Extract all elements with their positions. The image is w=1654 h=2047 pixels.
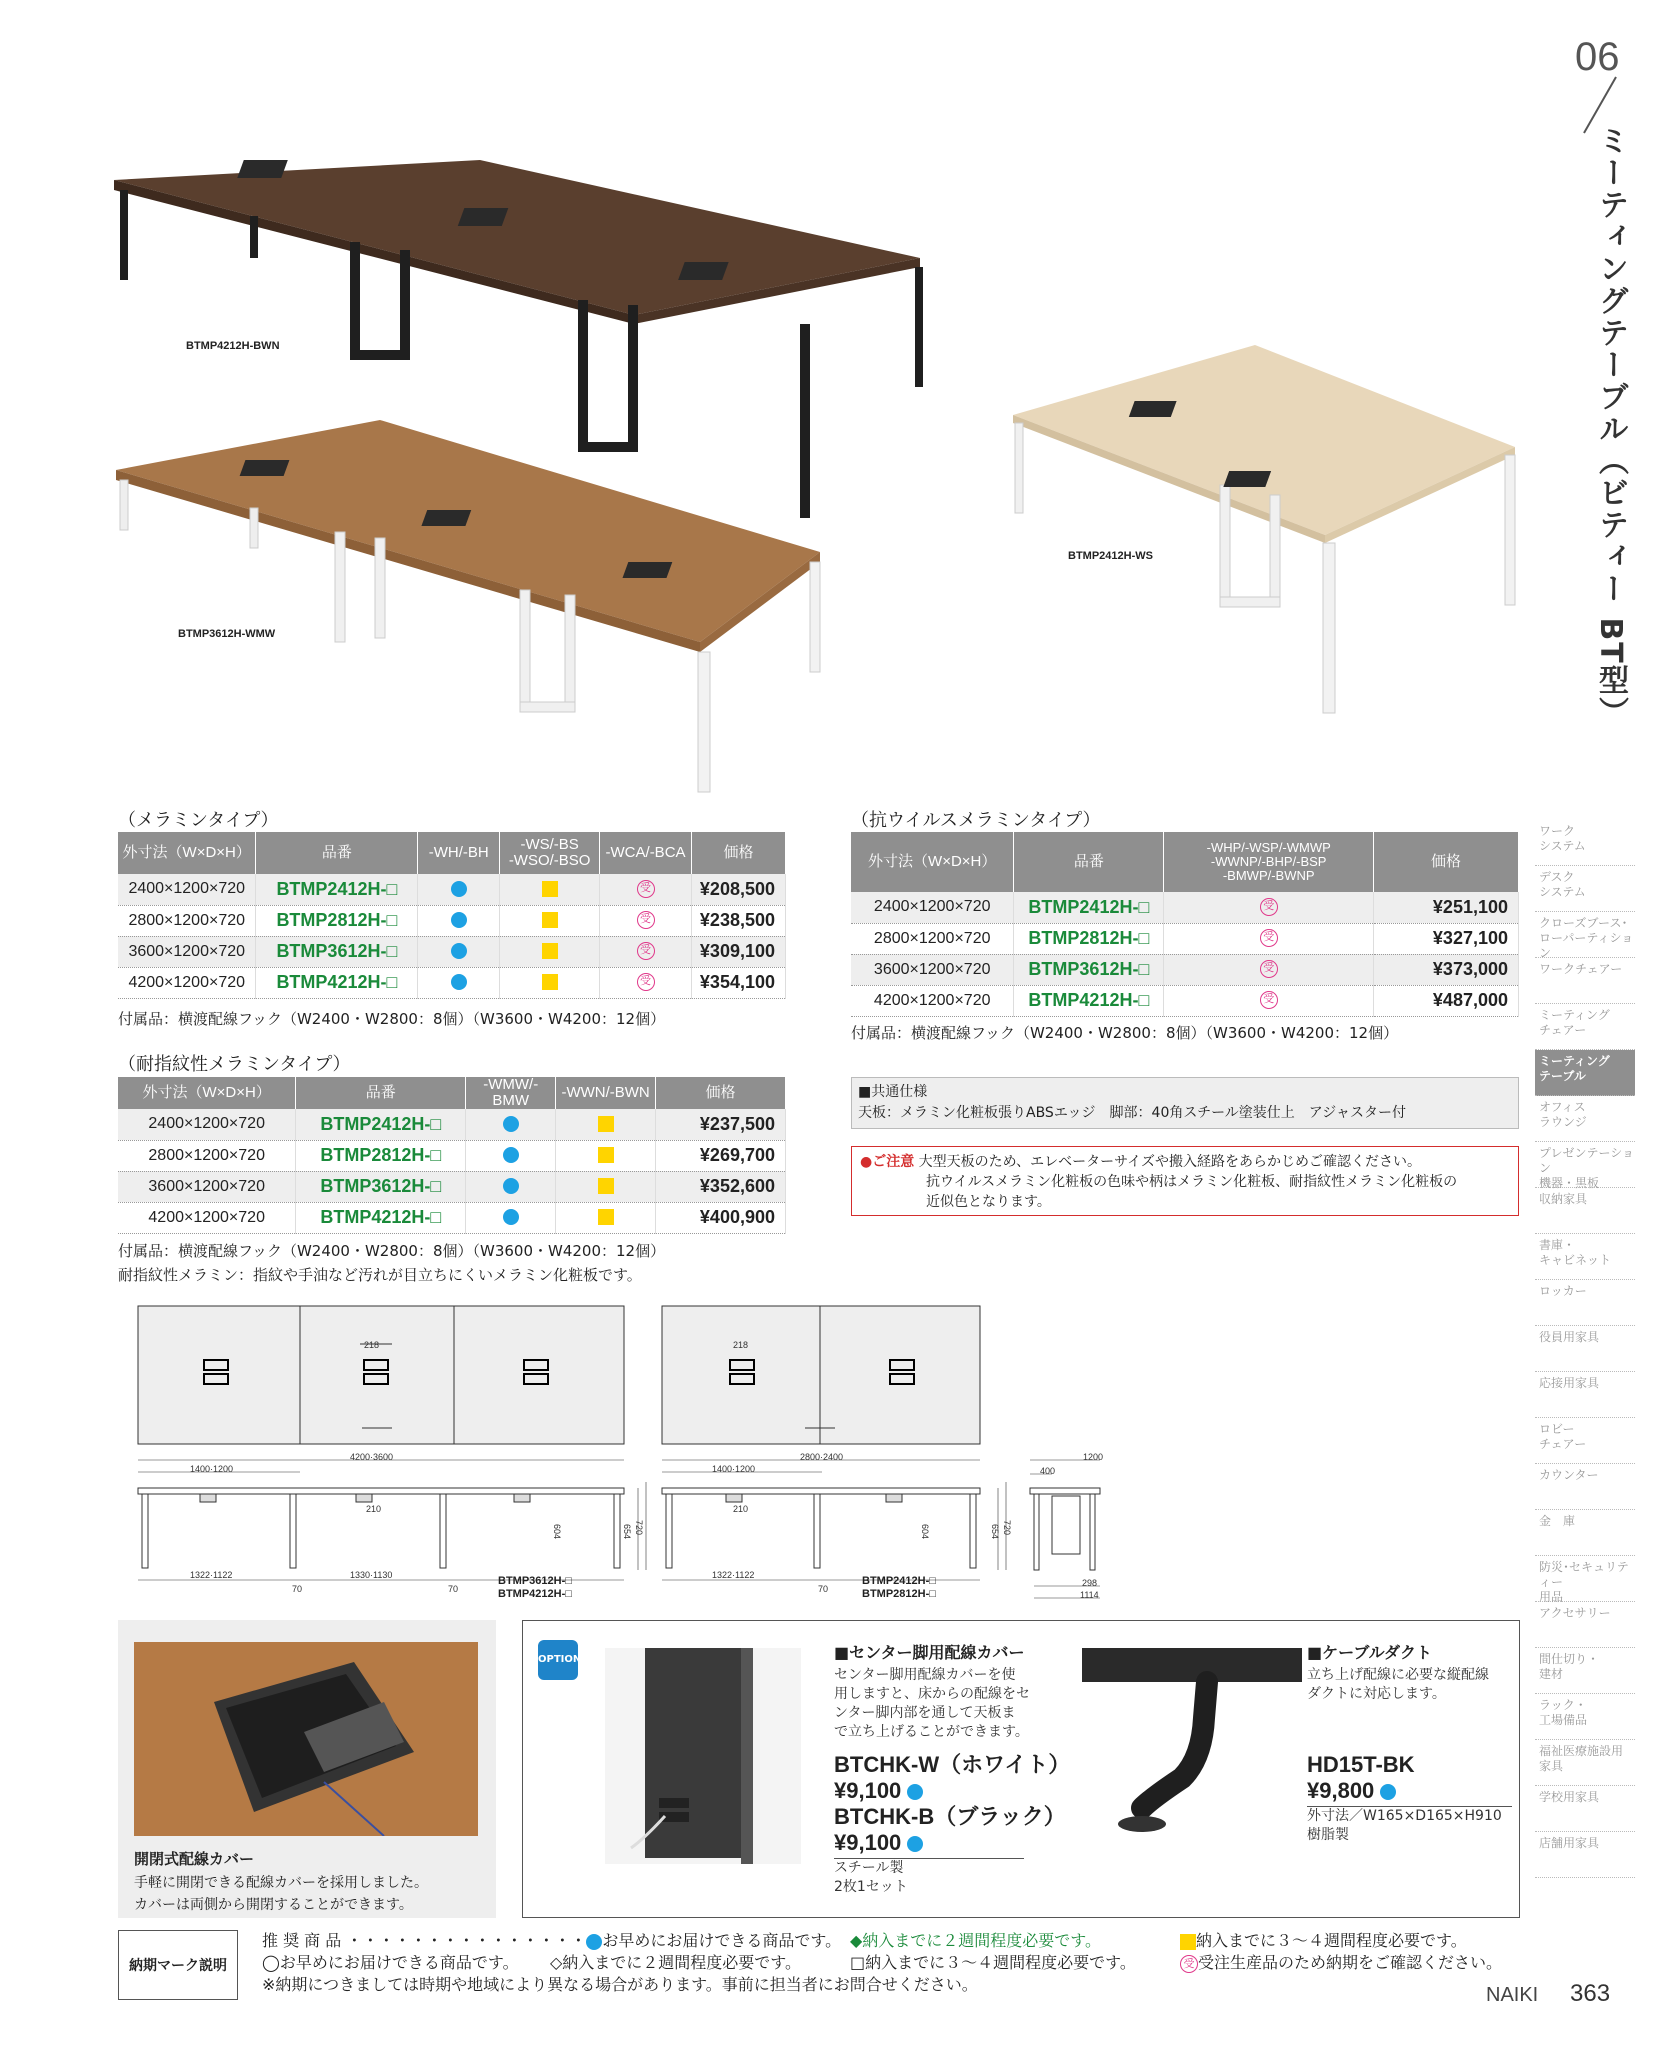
dim-c3: 1322·1122 [712, 1570, 755, 1580]
dim-720-a: 720 [634, 1520, 644, 1536]
order-mark-icon: 受 [637, 942, 655, 960]
cover-line2: カバーは両側から開閉することができます。 [134, 1897, 413, 1913]
antivirus-table [851, 832, 1519, 1017]
delivery-row2b: ◇納入までに２週間程度必要です。 [550, 1953, 802, 1972]
yellow-square-icon [598, 1147, 614, 1163]
table-row: 4200×1200×720 BTMP4212H-□ 受 ¥487,000 [851, 985, 1519, 1016]
side-nav-item[interactable]: ワークチェアー [1535, 958, 1635, 1004]
dim-side-1114: 1114 [1080, 1590, 1099, 1600]
center-leg-photo [605, 1648, 801, 1864]
side-nav-item[interactable]: ワーク システム [1535, 820, 1635, 866]
side-nav [1535, 820, 1635, 1878]
blue-circle-icon [451, 912, 467, 928]
col-price: 価格 [656, 1077, 786, 1109]
side-nav-item[interactable]: ミーティング チェアー [1535, 1004, 1635, 1050]
option-badge: OPTION [538, 1640, 578, 1680]
caution-label: ●ご注意 [860, 1154, 915, 1170]
table-photo-wmw [110, 420, 830, 800]
blue-circle-icon [907, 1784, 923, 1800]
brand-name: NAIKI [1486, 1984, 1539, 2006]
chapter-number: 06 [1575, 35, 1620, 79]
side-nav-item[interactable]: オフィス ラウンジ [1535, 1096, 1635, 1142]
side-nav-item[interactable]: 店舗用家具 [1535, 1832, 1635, 1878]
table-row: 2800×1200×720 BTMP2812H-□ 受 ¥327,100 [851, 923, 1519, 954]
dim-604-a: 604 [552, 1524, 562, 1540]
table-row: 2800×1200×720 BTMP2812H-□ ¥269,700 [118, 1140, 786, 1171]
order-mark-icon: 受 [1260, 898, 1278, 916]
side-nav-item[interactable]: 金 庫 [1535, 1510, 1635, 1556]
yellow-square-icon [1180, 1934, 1196, 1950]
common-spec-text: 天板：メラミン化粧板張りABSエッジ 脚部：40角スチール塗装仕上 アジャスター付 [858, 1105, 1406, 1121]
dim-720-b: 720 [1002, 1520, 1012, 1536]
order-mark-icon: 受 [637, 973, 655, 991]
cable-duct-spec1: 外寸法／W165×D165×H910 [1307, 1806, 1512, 1826]
photo-label-ws: BTMP2412H-WS [1068, 550, 1153, 562]
order-mark-icon: 受 [1260, 929, 1278, 947]
table-row: 2400×1200×720 BTMP2412H-□ 受 ¥208,500 [118, 874, 786, 905]
table-row: 4200×1200×720 BTMP4212H-□ ¥400,900 [118, 1202, 786, 1233]
table-row: 3600×1200×720 BTMP3612H-□ ¥352,600 [118, 1171, 786, 1202]
drawing-label-2b: BTMP2812H-□ [862, 1588, 936, 1600]
drawing-label-1a: BTMP3612H-□ [498, 1575, 572, 1587]
col-code: 品番 [256, 832, 418, 874]
col-price: 価格 [691, 832, 785, 874]
dim-side-1200: 1200 [1083, 1452, 1104, 1462]
dim-c2: 1330·1130 [350, 1570, 393, 1580]
yellow-square-icon [598, 1116, 614, 1132]
yellow-square-icon [542, 943, 558, 959]
col-wwn: -WWN/-BWN [556, 1077, 656, 1109]
delivery-row3: ※納期につきましては時期や地域により異なる場合があります。事前に担当者にお問合せください。 [262, 1975, 978, 1994]
blue-circle-icon [451, 943, 467, 959]
center-cover-title: ■センター脚用配線カバー [834, 1643, 1025, 1662]
side-nav-item[interactable]: クローズブース･ ローパーティション [1535, 912, 1635, 958]
photo-label-wmw: BTMP3612H-WMW [178, 628, 276, 640]
cover-line1: 手軽に開閉できる配線カバーを採用しました。 [134, 1875, 428, 1891]
col-wh: -WH/-BH [418, 832, 500, 874]
side-nav-item[interactable]: 書庫・ キャビネット [1535, 1234, 1635, 1280]
cable-duct-photo [1082, 1648, 1302, 1844]
blue-circle-icon [503, 1209, 519, 1225]
table-row: 3600×1200×720 BTMP3612H-□ 受 ¥309,100 [118, 936, 786, 967]
delivery-row2d: 受 受注生産品のため納期をご確認ください。 [1180, 1952, 1502, 1973]
caution-line3: 近似色となります。 [926, 1194, 1051, 1210]
cable-duct-code: HD15T-BK [1307, 1752, 1415, 1777]
fingerprint-table [118, 1077, 786, 1234]
dimension-drawing [130, 1300, 1110, 1610]
center-cover-price-w: ¥9,100 [834, 1778, 923, 1804]
delivery-row2c: □納入までに３～４週間程度必要です。 [850, 1953, 1136, 1972]
photo-label-bwn: BTMP4212H-BWN [186, 340, 280, 352]
center-cover-desc1: センター脚用配線カバーを使 [834, 1667, 1016, 1683]
caution-line2: 抗ウイルスメラミン化粧板の色味や柄はメラミン化粧板、耐指紋性メラミン化粧板の [926, 1174, 1458, 1190]
cover-feature-box [118, 1620, 496, 1918]
blue-circle-icon [451, 881, 467, 897]
dim-654-b: 654 [990, 1524, 1000, 1540]
dim-b1: 210 [366, 1504, 382, 1514]
order-mark-icon: 受 [1260, 960, 1278, 978]
dim-218-a: 218 [364, 1340, 380, 1350]
dim-side-298: 298 [1082, 1578, 1098, 1588]
dim-b2: 210 [733, 1504, 749, 1514]
common-spec-box [851, 1077, 1519, 1129]
col-price: 価格 [1374, 832, 1519, 892]
dim-218-b: 218 [733, 1340, 749, 1350]
fingerprint-title: （耐指紋性メラミンタイプ） [118, 1054, 351, 1075]
dim-604-b: 604 [920, 1524, 930, 1540]
table-row: 4200×1200×720 BTMP4212H-□ 受 ¥354,100 [118, 967, 786, 998]
side-nav-item[interactable]: 防災･セキュリティー 用品 [1535, 1556, 1635, 1602]
dim-654-a: 654 [622, 1524, 632, 1540]
side-nav-item[interactable]: 福祉医療施設用 家具 [1535, 1740, 1635, 1786]
order-mark-icon: 受 [637, 911, 655, 929]
cover-photo [134, 1642, 478, 1836]
dim-w2: 2800·2400 [800, 1452, 844, 1462]
side-nav-item[interactable]: デスク システム [1535, 866, 1635, 912]
cable-duct-price: ¥9,800 [1307, 1778, 1396, 1804]
cable-duct-desc2: ダクトに対応します。 [1307, 1686, 1446, 1702]
dim-70-c: 70 [818, 1584, 829, 1594]
dim-side-400: 400 [1040, 1466, 1056, 1476]
center-cover-spec1: スチール製 [834, 1858, 1024, 1878]
dim-w1: 4200·3600 [350, 1452, 394, 1462]
order-mark-icon: 受 [637, 880, 655, 898]
drawing-label-2a: BTMP2412H-□ [862, 1575, 936, 1587]
col-ws: -WS/-BS -WSO/-BSO [500, 832, 600, 874]
antivirus-note: 付属品：横渡配線フック（W2400・W2800：8個）（W3600・W4200：12個） [851, 1024, 1399, 1042]
blue-circle-icon [451, 974, 467, 990]
side-nav-item[interactable]: ラック・ 工場備品 [1535, 1694, 1635, 1740]
common-spec-title: ■共通仕様 [858, 1084, 928, 1100]
blue-circle-icon [907, 1836, 923, 1852]
cable-duct-spec2: 樹脂製 [1307, 1827, 1349, 1843]
blue-circle-icon [586, 1934, 602, 1950]
antivirus-title: （抗ウイルスメラミンタイプ） [851, 810, 1101, 831]
melamine-title: （メラミンタイプ） [118, 810, 279, 831]
side-nav-item[interactable]: 間仕切り・ 建材 [1535, 1648, 1635, 1694]
center-cover-spec2: 2枚1セット [834, 1879, 908, 1895]
col-antivirus: -WHP/-WSP/-WMWP -WWNP/-BHP/-BSP -BMWP/-BWNP [1164, 832, 1374, 892]
side-nav-item[interactable]: 役員用家具 [1535, 1326, 1635, 1372]
dim-a2: 1400·1200 [712, 1464, 756, 1474]
order-mark-icon: 受 [1180, 1955, 1198, 1973]
side-nav-item[interactable]: ロッカー [1535, 1280, 1635, 1326]
center-cover-code-w: BTCHK-W（ホワイト） [834, 1752, 1071, 1777]
col-wca: -WCA/-BCA [600, 832, 692, 874]
yellow-square-icon [598, 1178, 614, 1194]
table-row: 2400×1200×720 BTMP2412H-□ ¥237,500 [118, 1109, 786, 1140]
dim-a1: 1400·1200 [190, 1464, 234, 1474]
col-wmw: -WMW/-BMW [466, 1077, 556, 1109]
col-code: 品番 [296, 1077, 466, 1109]
side-nav-item[interactable]: プレゼンテーション 機器・黒板 [1535, 1142, 1635, 1188]
side-nav-item[interactable]: カウンター [1535, 1464, 1635, 1510]
center-cover-code-b: BTCHK-B（ブラック） [834, 1804, 1066, 1829]
yellow-square-icon [598, 1209, 614, 1225]
side-nav-item[interactable]: 学校用家具 [1535, 1786, 1635, 1832]
blue-circle-icon [503, 1116, 519, 1132]
center-cover-desc4: で立ち上げることができます。 [834, 1724, 1029, 1740]
caution-box [851, 1146, 1519, 1216]
yellow-square-icon [542, 912, 558, 928]
yellow-square-icon [542, 881, 558, 897]
table-photo-ws [1005, 345, 1525, 735]
delivery-row1: 推 奨 商 品 ・・・・・・・・・・・・・・・ お早めにお届けできる商品です。 [262, 1931, 842, 1950]
fingerprint-note2: 耐指紋性メラミン：指紋や手油など汚れが目立ちにくいメラミン化粧板です。 [118, 1266, 642, 1284]
blue-circle-icon [503, 1147, 519, 1163]
center-cover-price-b: ¥9,100 [834, 1830, 923, 1856]
table-row: 3600×1200×720 BTMP3612H-□ 受 ¥373,000 [851, 954, 1519, 985]
dim-70-a: 70 [292, 1584, 303, 1594]
order-mark-icon: 受 [1260, 991, 1278, 1009]
center-cover-desc2: 用しますと、床からの配線をセ [834, 1686, 1030, 1702]
fingerprint-note1: 付属品：横渡配線フック（W2400・W2800：8個）（W3600・W4200：12個） [118, 1242, 666, 1260]
delivery-row1-square: 納入までに３～４週間程度必要です。 [1180, 1930, 1467, 1951]
blue-circle-icon [1380, 1784, 1396, 1800]
delivery-mark-label: 納期マーク説明 [118, 1930, 238, 2000]
side-nav-item[interactable]: 応接用家具 [1535, 1372, 1635, 1418]
center-cover-desc3: ンター脚内部を通して天板ま [834, 1705, 1016, 1721]
side-nav-item[interactable]: ミーティング テーブル [1535, 1050, 1635, 1096]
dim-70-b: 70 [448, 1584, 459, 1594]
melamine-note: 付属品：横渡配線フック（W2400・W2800：8個）（W3600・W4200：12個） [118, 1010, 666, 1028]
caution-line1: 大型天板のため、エレベーターサイズや搬入経路をあらかじめご確認ください。 [918, 1154, 1421, 1170]
page-number: 363 [1570, 1980, 1611, 2007]
delivery-row1-diamond: ◆納入までに２週間程度必要です。 [850, 1931, 1102, 1950]
cable-duct-title: ■ケーブルダクト [1307, 1643, 1433, 1662]
side-nav-item[interactable]: ロビー チェアー [1535, 1418, 1635, 1464]
col-size: 外寸法（W×D×H） [118, 1077, 296, 1109]
dim-c1: 1322·1122 [190, 1570, 233, 1580]
side-nav-item[interactable]: アクセサリー [1535, 1602, 1635, 1648]
cover-title: 開閉式配線カバー [134, 1850, 255, 1868]
col-size: 外寸法（W×D×H） [118, 832, 256, 874]
yellow-square-icon [542, 974, 558, 990]
delivery-row2a: ◯お早めにお届けできる商品です。 [262, 1953, 519, 1972]
col-size: 外寸法（W×D×H） [851, 832, 1014, 892]
blue-circle-icon [503, 1178, 519, 1194]
melamine-table [118, 832, 786, 999]
drawing-label-1b: BTMP4212H-□ [498, 1588, 572, 1600]
cable-duct-desc1: 立ち上げ配線に必要な縦配線 [1307, 1667, 1489, 1683]
col-code: 品番 [1014, 832, 1164, 892]
table-row: 2800×1200×720 BTMP2812H-□ 受 ¥238,500 [118, 905, 786, 936]
page-title: ミーティングテーブル（ビティー BT型） [1593, 125, 1628, 729]
side-nav-item[interactable]: 収納家具 [1535, 1188, 1635, 1234]
table-row: 2400×1200×720 BTMP2412H-□ 受 ¥251,100 [851, 892, 1519, 923]
